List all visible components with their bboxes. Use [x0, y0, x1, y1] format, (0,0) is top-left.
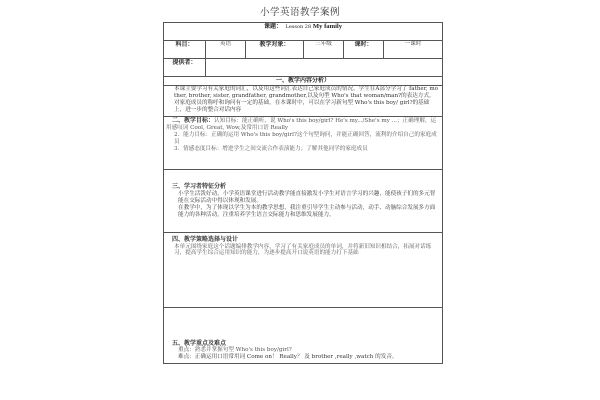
strategy-text: 本单元围绕家庭这个话题编排教学内容，学习了有关家庭成员的单词，并将新旧知识相结合，拓展对话练习，提高学生综合运用知识的能力，为逐步提高开口说英语的能力打下基础 — [174, 243, 432, 257]
content-analysis-text: 本课主要学习有关家庭的词汇，以及用这些词汇表达自己家庭成员的情况。学生在A部分学习了 father, mother, brother, sister, grandfather, grandmother,以及句型 Who's that woman/man?的表达方式。对家庭成员的称呼和询问有一定的基础，在本课时中，可以在学习新句型 Who's this boy/ girl?的基础上，进一步的整合对话内容 — [174, 86, 439, 113]
content-analysis-heading-row — [164, 77, 443, 86]
topic-label: 课题： — [263, 23, 282, 30]
document-title: 小学英语教学案例 — [259, 7, 340, 18]
focus-text: 熟悉并掌握句型 Who's this boy/girl? — [194, 347, 292, 354]
topic-lesson: Lesson 28 — [285, 24, 312, 30]
learner-analysis-para2: 在教学中，为了体现以学生为本的教学思想，我注重引导学生主动参与活动，动手、动脑综合发展多方面能力的各种活动，注重培养学生语言交际能力和思维发展能力。 — [178, 204, 436, 218]
objective-cognitive: 认知目标：能正确听、说 Who's this boy/girl? He's my.../She's my ...；正确理解，运用感叹词 Cool, Great, Wow,及常用口语 Really — [166, 118, 437, 131]
difficulty-label: 难点： — [178, 354, 195, 361]
lesson-plan-table — [163, 22, 443, 364]
strategy-heading: 四、教学策略选择与设计 — [172, 236, 239, 243]
keypoints-heading: 五、教学重点及难点 — [172, 339, 227, 347]
hours-value: 一课时 — [384, 41, 443, 59]
subject-label: 科目： — [164, 41, 206, 59]
keypoints-row — [164, 308, 443, 364]
objectives-row — [164, 117, 443, 170]
objective-attitude: 3．情感态度目标：增进学生之间交流合作表演能力；了解其他同学的家庭成员 — [174, 145, 368, 152]
audience-label: 教学对象： — [246, 41, 304, 59]
learner-analysis-heading: 三、学习者特征分析 — [172, 183, 227, 191]
hours-label: 课时： — [344, 41, 384, 59]
audience-value: 三年级 — [304, 41, 344, 59]
difficulty-text: 正确运用口语常用词 Come on！ Really？ 及 brother ,really ,watch 的发音。 — [194, 354, 398, 361]
focus-label: 重点： — [178, 347, 195, 354]
provider-row — [164, 59, 443, 77]
content-analysis-heading: 一、教学内容分析） — [164, 77, 443, 86]
strategy-row — [164, 233, 443, 308]
info-row — [164, 41, 443, 59]
provider-value — [206, 59, 443, 77]
content-analysis-body-row — [164, 86, 443, 117]
objective-ability: 2．能力目标：正确的运用 Who's this boy/girl?这个句型询问，并能正确回答，流利的介绍自己的家庭成员 — [174, 131, 437, 145]
provider-label: 提供者： — [164, 59, 206, 77]
subject-value: 英语 — [206, 41, 246, 59]
learner-analysis-para1: 小学生活泼好动，小学英语课堂进行活动教学能直接激发小学生对语言学习的兴趣，能使孩子们的多元智能在交际活动中得以体现和发展。 — [178, 190, 436, 204]
topic-row — [164, 23, 443, 41]
topic-name: My family — [312, 23, 343, 30]
learner-analysis-row — [164, 170, 443, 233]
objectives-heading: 二、教学目标： — [172, 117, 215, 124]
